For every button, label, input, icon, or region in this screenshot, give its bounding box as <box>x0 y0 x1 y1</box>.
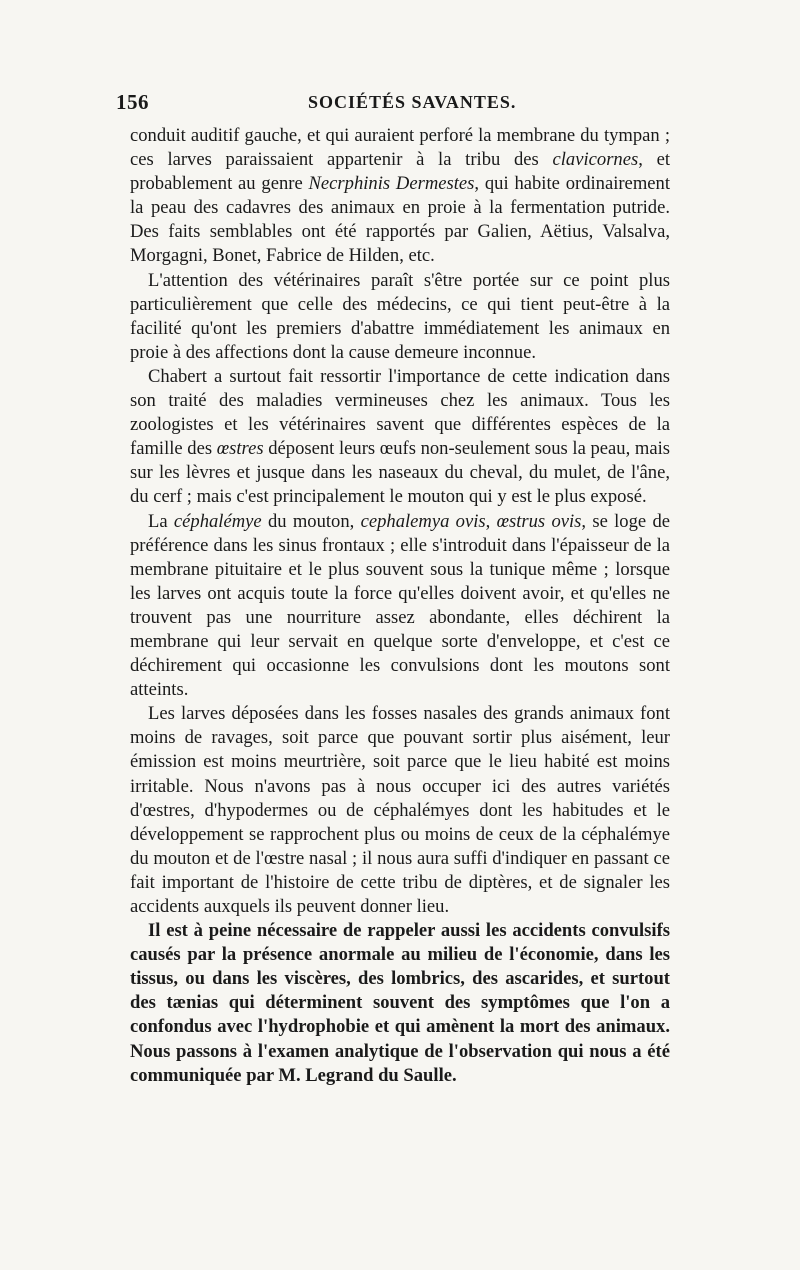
text-run: , et probablement au genre <box>130 149 671 195</box>
italic-text: céphalémye <box>173 510 262 532</box>
paragraph <box>130 365 670 510</box>
text-run: Les larves déposées dans les fosses nasales des grands animaux font moins de ravages, soit parce que pouvant sortir plus aisément, leur émission est moins meurtrière, soit parce que le lieu habité est moins irritable. Nous n'avons pas à nous occuper ici des autres variétés d'œstres, d'hypodermes ou de céphalémyes dont les habitudes et le développement se rapprochent plus ou moins de ceux de la céphalémye du mouton et de l'œstre nasal ; il nous aura suffi d'indiquer en passant ce fait important de l'histoire de cette tribu de diptères, et de signaler les accidents auxquels ils peuvent donner lieu. <box>130 703 670 917</box>
paragraph <box>130 124 670 269</box>
italic-text: œstres <box>216 438 264 460</box>
body-text <box>130 124 670 1088</box>
text-run: La <box>148 510 174 532</box>
page-header <box>116 88 670 124</box>
page <box>116 88 671 1088</box>
paragraph <box>130 702 670 919</box>
italic-text: cephalemya ovis <box>360 510 486 532</box>
text-run: déposent leurs œufs non-seulement sous la peau, mais sur les lèvres et jusque dans les naseaux du cheval, du mulet, de l'âne, du cerf ; mais c'est principalement le mouton qui y est le plus exposé. <box>130 438 670 508</box>
text-run: Chabert a surtout fait ressortir l'importance de cette indication dans son traité des maladies vermineuses chez les animaux. Tous les zoologistes et les vétérinaires savent que différentes espèces de la famille des <box>130 365 670 460</box>
italic-text: œstrus ovis <box>496 510 582 532</box>
paragraph <box>130 919 670 1088</box>
text-run: , <box>485 510 497 532</box>
text-run: , se loge de préférence dans les sinus frontaux ; elle s'introduit dans l'épaisseur de la membrane pituitaire et le plus souvent sous la tunique même ; lorsque les larves ont acquis toute la force qu'elles doivent avoir, et qu'elles ne trouvent pas une nourriture assez abondante, elles déchirent la membrane qui leur servait en quelque sorte d'enveloppe, et c'est ce déchirement qui occasionne les convulsions dont les moutons sont atteints. <box>130 510 670 701</box>
running-head: SOCIÉTÉS SAVANTES. <box>308 92 517 112</box>
italic-text: clavicornes <box>552 149 639 171</box>
text-run: L'attention des vétérinaires paraît s'être portée sur ce point plus particulièrement que celle des médecins, ce qui tient peut-être à la facilité qu'ont les premiers d'abattre immédiatement les animaux en proie à des affections dont la cause demeure inconnue. <box>130 269 670 363</box>
text-run: , qui habite ordinairement la peau des cadavres des animaux en proie à la fermentation putride. Des faits semblables ont été rapportés par Galien, Aëtius, Valsalva, Morgagni, Bonet, Fabrice de Hilden, etc. <box>130 173 670 267</box>
italic-text: Necrphinis Dermestes <box>308 173 475 195</box>
text-run: conduit auditif gauche, et qui auraient perforé la membrane du tympan ; ces larves paraissaient appartenir à la tribu des <box>130 125 670 171</box>
text-run: du mouton, <box>261 510 361 532</box>
paragraph <box>130 269 670 365</box>
text-run: Il est à peine nécessaire de rappeler aussi les accidents convulsifs causés par la présence anormale au milieu de l'économie, dans les tissus, ou dans les viscères, des lombrics, des ascarides, et surtout des tænias qui déterminent souvent des symptômes que l'on a confondus avec l'hydrophobie et qui amènent la mort des animaux. Nous passons à l'examen analytique de l'observation qui nous a été communiquée par M. Legrand du Saulle. <box>130 920 670 1086</box>
page-number: 156 <box>116 90 149 114</box>
paragraph <box>130 510 670 703</box>
